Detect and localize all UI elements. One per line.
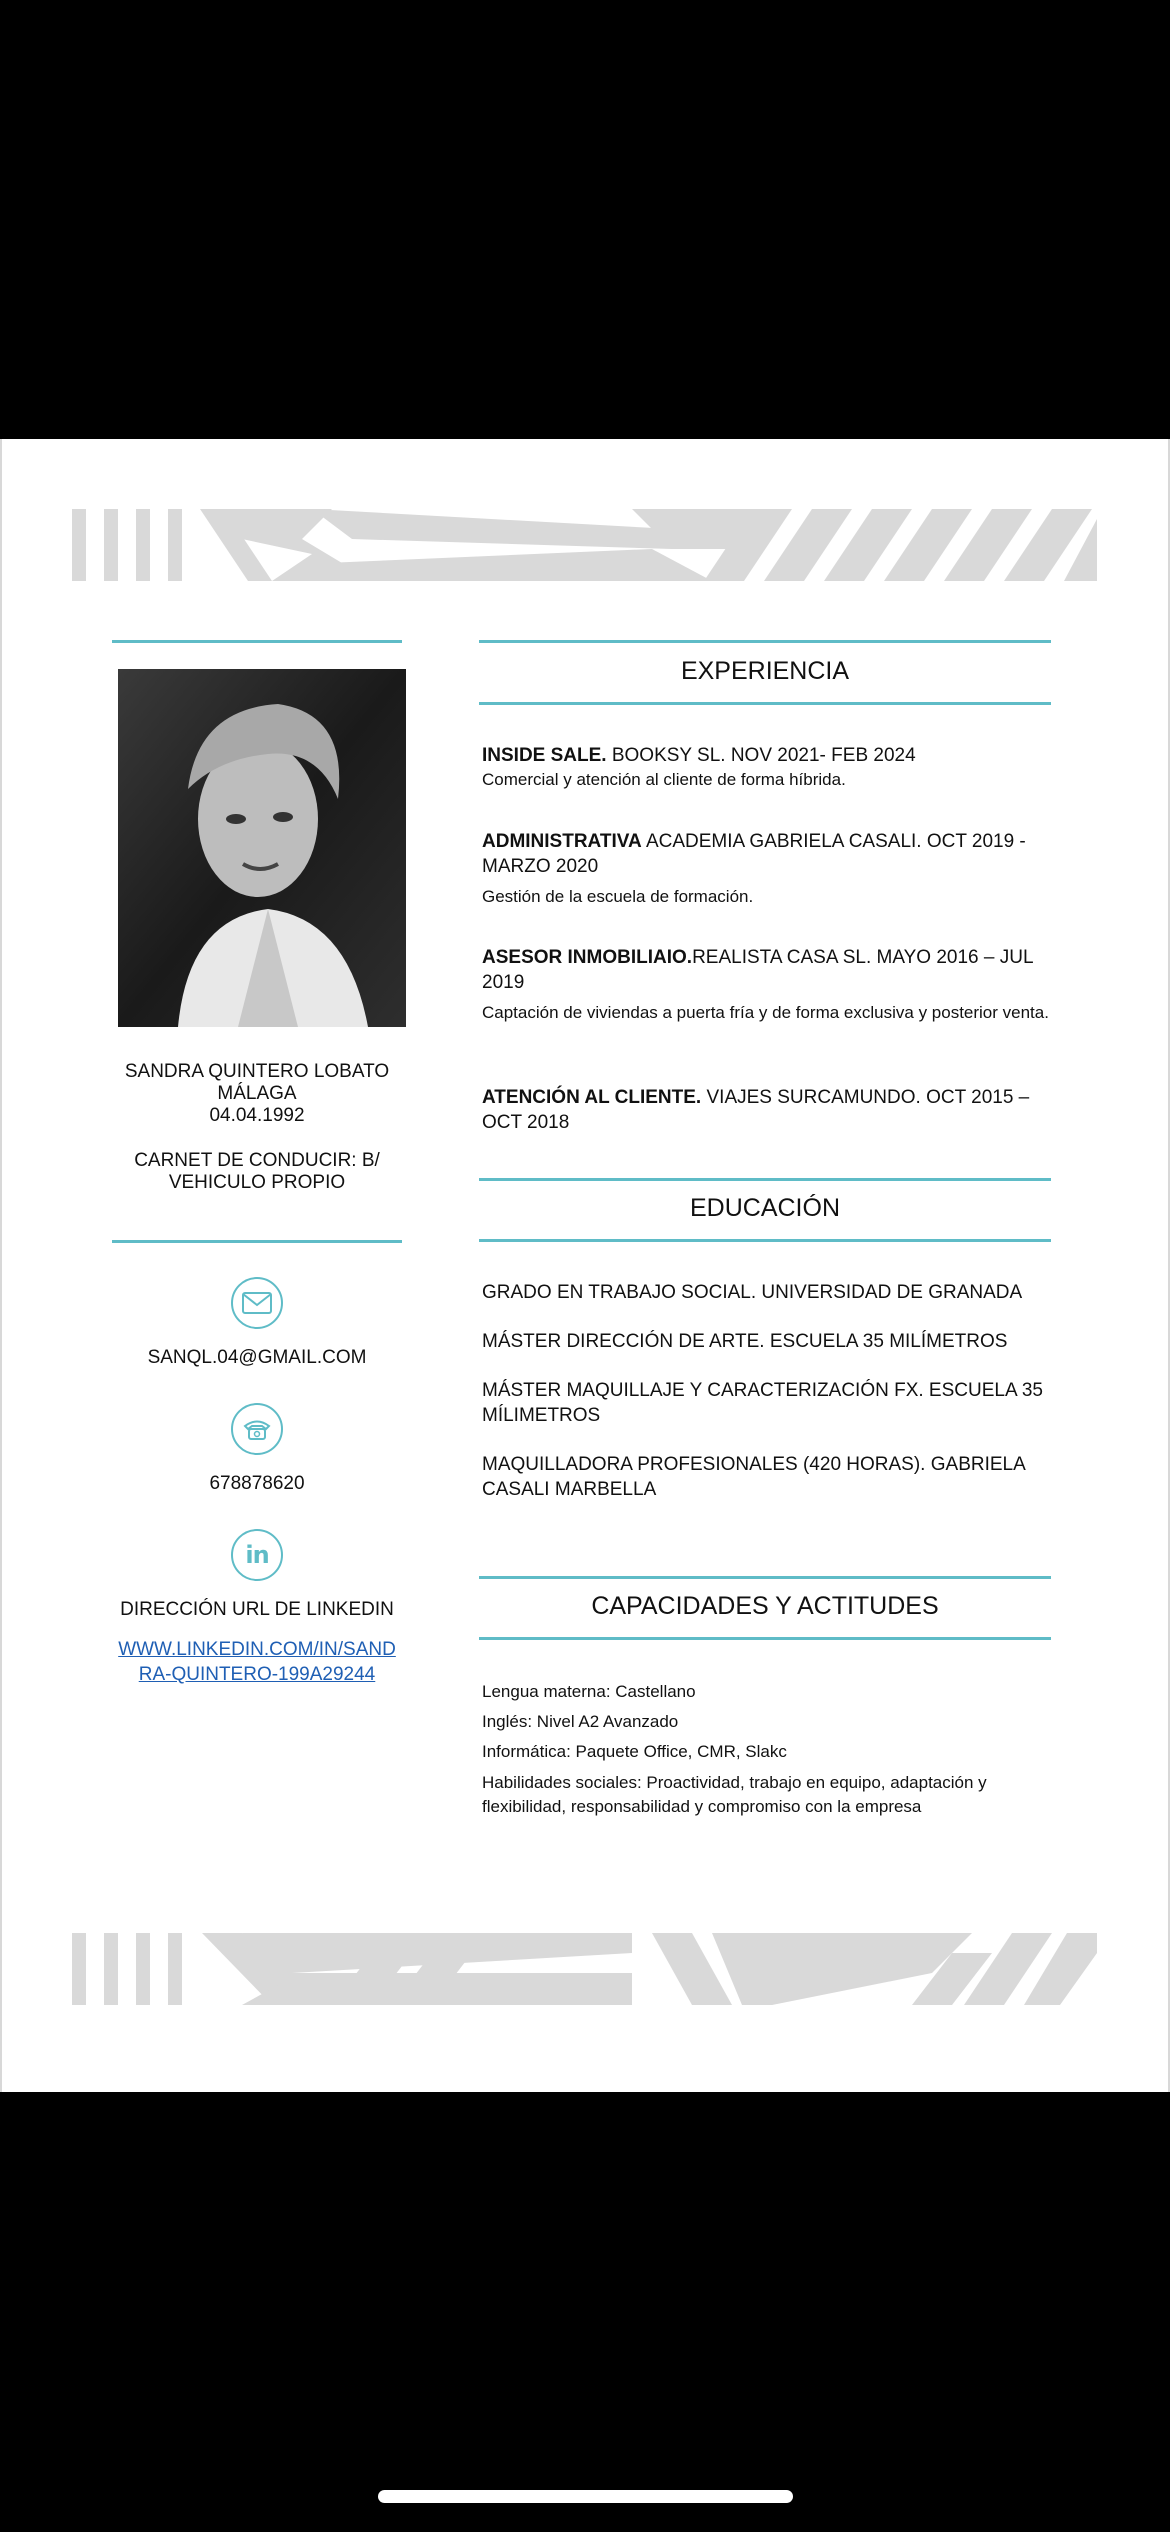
education-title: EDUCACIÓN [689,1194,840,1222]
left-top-rule [112,640,402,643]
city: MÁLAGA [217,1083,297,1104]
mail-icon [231,1277,283,1329]
linkedin-link-line-2[interactable]: RA-QUINTERO-199A29244 [138,1664,376,1685]
job-item [482,829,1050,909]
education-item: MAQUILLADORA PROFESIONALES (420 HORAS). GABRIELA CASALI MARBELLA [482,1454,1025,1500]
left-mid-rule [112,1240,402,1243]
experience-bottom-rule [479,702,1051,705]
job-item [482,945,1050,1025]
phone-text[interactable]: 678878620 [209,1473,305,1494]
job-role: ADMINISTRATIVA [482,831,642,852]
home-indicator[interactable] [378,2490,793,2503]
email-block [112,1277,402,1369]
job-description: Captación de viviendas a puerta fría y de forma exclusiva y posterior venta. [482,1003,1049,1022]
phone-block [112,1403,402,1495]
linkedin-link[interactable] [112,1637,402,1687]
license-line-2: VEHICULO PROPIO [168,1172,346,1193]
education-item: MÁSTER MAQUILLAJE Y CARACTERIZACIÓN FX. ESCUELA 35 MÍLIMETROS [482,1380,1044,1426]
job-role: ASESOR INMOBILIAIO. [482,947,693,968]
education-item: GRADO EN TRABAJO SOCIAL. UNIVERSIDAD DE GRANADA [482,1282,1023,1303]
decorative-stripe-band-bottom [72,1933,1097,2005]
skills-bottom-rule [479,1637,1051,1640]
education-item: MÁSTER DIRECCIÓN DE ARTE. ESCUELA 35 MILÍMETROS [482,1331,1008,1352]
license-line-1: CARNET DE CONDUCIR: B/ [134,1150,380,1171]
phone-icon [231,1403,283,1455]
job-detail: REALISTA CASA SL. MAYO 2016 – JUL 2019 [482,947,1033,993]
linkedin-label: DIRECCIÓN URL DE LINKEDIN [120,1599,394,1620]
job-role: ATENCIÓN AL CLIENTE. [482,1087,702,1108]
job-item [482,1085,1050,1135]
job-detail: BOOKSY SL. NOV 2021- FEB 2024 [606,745,916,766]
skill-item: Lengua materna: Castellano [482,1682,696,1701]
skill-item: Habilidades sociales: Proactividad, trabajo en equipo, adaptación y flexibilidad, responsabilidad y compromiso con la empresa [482,1773,987,1816]
job-detail: VIAJES SURCAMUNDO. OCT 2015 – OCT 2018 [482,1087,1030,1133]
education-top-rule [479,1178,1051,1181]
linkedin-icon: in [231,1529,283,1581]
email-text[interactable]: SANQL.04@GMAIL.COM [147,1347,367,1368]
resume-page [0,439,1170,2092]
experience-top-rule [479,640,1051,643]
experience-title: EXPERIENCIA [680,657,850,685]
personal-info [112,1061,402,1194]
linkedin-block [112,1529,402,1687]
skill-item: Inglés: Nivel A2 Avanzado [482,1712,679,1731]
education-bottom-rule [479,1239,1051,1242]
job-detail: ACADEMIA GABRIELA CASALI. OCT 2019 - MARZO 2020 [482,831,1026,877]
job-role: INSIDE SALE. [482,745,607,766]
birth-date: 04.04.1992 [209,1105,305,1126]
linkedin-link-line-1[interactable]: WWW.LINKEDIN.COM/IN/SAND [118,1639,396,1660]
skills-title: CAPACIDADES Y ACTITUDES [591,1592,939,1620]
job-description: Comercial y atención al cliente de forma híbrida. [482,770,846,789]
profile-photo [118,669,406,1027]
skills-top-rule [479,1576,1051,1579]
full-name: SANDRA QUINTERO LOBATO [124,1061,390,1082]
decorative-stripe-band-top [72,509,1097,581]
job-description: Gestión de la escuela de formación. [482,887,754,906]
job-item [482,743,1050,792]
skill-item: Informática: Paquete Office, CMR, Slakc [482,1742,787,1761]
